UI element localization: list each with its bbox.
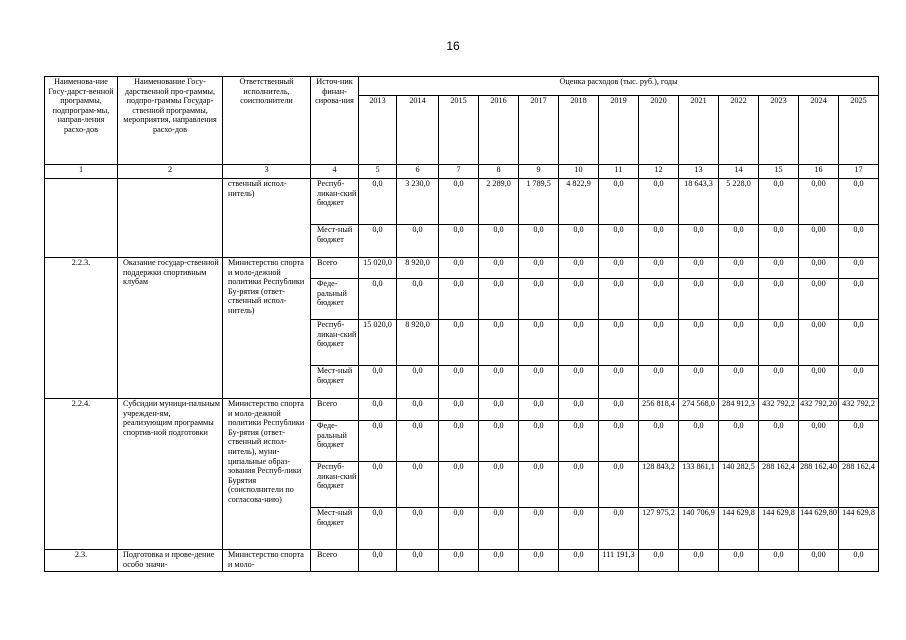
value-cell-2016: 0,0: [479, 366, 519, 399]
value-cell-2018: 0,0: [559, 279, 599, 320]
header-year-2021: 2021: [679, 96, 719, 165]
header-column-index: 15: [759, 165, 799, 179]
header-year-2013: 2013: [359, 96, 397, 165]
header-executor: Ответственный исполнитель, соисполнители: [223, 77, 311, 165]
header-column-index: 14: [719, 165, 759, 179]
value-cell-2021: 0,0: [679, 550, 719, 572]
value-cell-2020: 0,0: [639, 179, 679, 225]
table-row: [45, 550, 879, 572]
value-cell-2015: 0,0: [439, 179, 479, 225]
value-cell-2016: 0,0: [479, 320, 519, 366]
value-cell-2022: 0,0: [719, 366, 759, 399]
header-column-index: 3: [223, 165, 311, 179]
value-cell-2022: 0,0: [719, 279, 759, 320]
value-cell-2013: 15 020,0: [359, 320, 397, 366]
funding-source-cell: Респуб-ликан-ский бюджет: [311, 179, 359, 225]
value-cell-2023: 0,0: [759, 320, 799, 366]
value-cell-2015: 0,0: [439, 421, 479, 462]
header-year-2020: 2020: [639, 96, 679, 165]
value-cell-2022: 0,0: [719, 320, 759, 366]
value-cell-2018: 0,0: [559, 320, 599, 366]
value-cell-2016: 0,0: [479, 462, 519, 508]
value-cell-2024: 0,00: [799, 179, 839, 225]
value-cell-2020: 127 975,2: [639, 508, 679, 550]
row-activity-name: [118, 179, 223, 258]
value-cell-2013: 0,0: [359, 508, 397, 550]
funding-source-cell: Респуб-ликан-ский бюджет: [311, 462, 359, 508]
header-funding-source: Источ-ник финан-сирова-ния: [311, 77, 359, 165]
value-cell-2017: 0,0: [519, 320, 559, 366]
value-cell-2024: 0,00: [799, 320, 839, 366]
value-cell-2017: 1 789,5: [519, 179, 559, 225]
value-cell-2018: 0,0: [559, 258, 599, 279]
value-cell-2013: 0,0: [359, 179, 397, 225]
value-cell-2018: 0,0: [559, 462, 599, 508]
value-cell-2013: 0,0: [359, 550, 397, 572]
value-cell-2018: 0,0: [559, 225, 599, 258]
value-cell-2023: 0,0: [759, 225, 799, 258]
header-column-index: 1: [45, 165, 118, 179]
value-cell-2015: 0,0: [439, 550, 479, 572]
funding-source-cell: Феде-ральный бюджет: [311, 279, 359, 320]
value-cell-2014: 0,0: [397, 225, 439, 258]
value-cell-2013: 0,0: [359, 421, 397, 462]
header-activity-name: Наименование Госу-дарственной про-граммы, подпро-граммы Государ-ственной программы, мероприятия, направления расхо-дов: [118, 77, 223, 165]
value-cell-2013: 0,0: [359, 279, 397, 320]
value-cell-2024: 0,00: [799, 258, 839, 279]
value-cell-2014: 8 920,0: [397, 320, 439, 366]
funding-source-cell: Респуб-ликан-ский бюджет: [311, 320, 359, 366]
header-year-2023: 2023: [759, 96, 799, 165]
value-cell-2021: 274 568,0: [679, 399, 719, 421]
header-column-index: 2: [118, 165, 223, 179]
row-code: 2.3.: [45, 550, 118, 572]
value-cell-2024: 0,00: [799, 225, 839, 258]
value-cell-2022: 140 282,5: [719, 462, 759, 508]
value-cell-2013: 15 020,0: [359, 258, 397, 279]
row-code: 2.2.3.: [45, 258, 118, 399]
value-cell-2025: 0,0: [839, 421, 879, 462]
value-cell-2021: 18 643,3: [679, 179, 719, 225]
value-cell-2019: 111 191,3: [599, 550, 639, 572]
page-number: 16: [446, 39, 460, 53]
budget-table: [44, 76, 879, 572]
value-cell-2020: 0,0: [639, 279, 679, 320]
header-column-index: 7: [439, 165, 479, 179]
value-cell-2023: 144 629,8: [759, 508, 799, 550]
value-cell-2023: 0,0: [759, 366, 799, 399]
value-cell-2014: 0,0: [397, 366, 439, 399]
header-year-2022: 2022: [719, 96, 759, 165]
funding-source-cell: Мест-ный бюджет: [311, 225, 359, 258]
header-column-index: 8: [479, 165, 519, 179]
funding-source-cell: Всего: [311, 258, 359, 279]
value-cell-2014: 8 920,0: [397, 258, 439, 279]
value-cell-2024: 0,00: [799, 279, 839, 320]
value-cell-2023: 0,0: [759, 179, 799, 225]
funding-source-cell: Всего: [311, 550, 359, 572]
value-cell-2017: 0,0: [519, 462, 559, 508]
value-cell-2025: 0,0: [839, 225, 879, 258]
value-cell-2023: 288 162,4: [759, 462, 799, 508]
value-cell-2018: 0,0: [559, 508, 599, 550]
funding-source-cell: Всего: [311, 399, 359, 421]
header-year-2019: 2019: [599, 96, 639, 165]
value-cell-2025: 0,0: [839, 258, 879, 279]
value-cell-2016: 0,0: [479, 258, 519, 279]
value-cell-2018: 0,0: [559, 550, 599, 572]
header-column-index: 16: [799, 165, 839, 179]
header-year-2018: 2018: [559, 96, 599, 165]
value-cell-2021: 0,0: [679, 421, 719, 462]
value-cell-2017: 0,0: [519, 225, 559, 258]
header-year-2025: 2025: [839, 96, 879, 165]
value-cell-2014: 0,0: [397, 399, 439, 421]
header-year-2016: 2016: [479, 96, 519, 165]
value-cell-2025: 0,0: [839, 179, 879, 225]
value-cell-2019: 0,0: [599, 279, 639, 320]
row-activity-name: Оказание государ-ственной поддержки спортивным клубам: [118, 258, 223, 399]
value-cell-2015: 0,0: [439, 462, 479, 508]
value-cell-2022: 5 228,0: [719, 179, 759, 225]
value-cell-2022: 0,0: [719, 225, 759, 258]
funding-source-cell: Мест-ный бюджет: [311, 366, 359, 399]
value-cell-2016: 0,0: [479, 279, 519, 320]
value-cell-2020: 128 843,2: [639, 462, 679, 508]
value-cell-2015: 0,0: [439, 258, 479, 279]
table-row: [45, 179, 879, 225]
value-cell-2023: 0,0: [759, 258, 799, 279]
value-cell-2013: 0,0: [359, 462, 397, 508]
value-cell-2021: 133 861,1: [679, 462, 719, 508]
table-row: [45, 258, 879, 279]
value-cell-2015: 0,0: [439, 320, 479, 366]
value-cell-2023: 432 792,2: [759, 399, 799, 421]
header-column-index: 12: [639, 165, 679, 179]
value-cell-2014: 0,0: [397, 462, 439, 508]
header-program-name: Наименова-ние Госу-дарст-венной программы, подпрограм-мы, направ-ления расхо-дов: [45, 77, 118, 165]
value-cell-2017: 0,0: [519, 550, 559, 572]
value-cell-2015: 0,0: [439, 366, 479, 399]
value-cell-2023: 0,0: [759, 550, 799, 572]
value-cell-2023: 0,0: [759, 279, 799, 320]
value-cell-2019: 0,0: [599, 320, 639, 366]
header-column-index: 9: [519, 165, 559, 179]
value-cell-2025: 0,0: [839, 550, 879, 572]
value-cell-2024: 432 792,20: [799, 399, 839, 421]
value-cell-2025: 288 162,4: [839, 462, 879, 508]
value-cell-2025: 0,0: [839, 320, 879, 366]
value-cell-2021: 0,0: [679, 225, 719, 258]
value-cell-2018: 0,0: [559, 421, 599, 462]
header-column-index: 4: [311, 165, 359, 179]
header-column-index: 11: [599, 165, 639, 179]
value-cell-2013: 0,0: [359, 225, 397, 258]
value-cell-2015: 0,0: [439, 225, 479, 258]
value-cell-2024: 288 162,40: [799, 462, 839, 508]
value-cell-2014: 0,0: [397, 508, 439, 550]
header-year-2014: 2014: [397, 96, 439, 165]
header-column-index: 6: [397, 165, 439, 179]
row-code: 2.2.4.: [45, 399, 118, 550]
header-column-index: 17: [839, 165, 879, 179]
value-cell-2025: 0,0: [839, 279, 879, 320]
value-cell-2016: 0,0: [479, 399, 519, 421]
row-code: [45, 179, 118, 258]
value-cell-2024: 0,00: [799, 366, 839, 399]
value-cell-2021: 0,0: [679, 258, 719, 279]
value-cell-2021: 0,0: [679, 366, 719, 399]
value-cell-2015: 0,0: [439, 279, 479, 320]
value-cell-2023: 0,0: [759, 421, 799, 462]
value-cell-2019: 0,0: [599, 179, 639, 225]
value-cell-2022: 0,0: [719, 421, 759, 462]
row-activity-name: Подготовка и прове-дение особо значи-: [118, 550, 223, 572]
value-cell-2022: 144 629,8: [719, 508, 759, 550]
row-executor: Министерство спорта и моло-: [223, 550, 311, 572]
value-cell-2019: 0,0: [599, 366, 639, 399]
value-cell-2015: 0,0: [439, 399, 479, 421]
value-cell-2020: 0,0: [639, 320, 679, 366]
value-cell-2014: 0,0: [397, 550, 439, 572]
header-row: [45, 77, 879, 96]
value-cell-2021: 0,0: [679, 279, 719, 320]
header-year-2015: 2015: [439, 96, 479, 165]
value-cell-2020: 0,0: [639, 421, 679, 462]
value-cell-2020: 0,0: [639, 366, 679, 399]
value-cell-2013: 0,0: [359, 366, 397, 399]
value-cell-2017: 0,0: [519, 366, 559, 399]
value-cell-2018: 0,0: [559, 366, 599, 399]
value-cell-2021: 0,0: [679, 320, 719, 366]
value-cell-2017: 0,0: [519, 258, 559, 279]
header-column-index: 13: [679, 165, 719, 179]
value-cell-2018: 0,0: [559, 399, 599, 421]
value-cell-2017: 0,0: [519, 421, 559, 462]
value-cell-2014: 0,0: [397, 421, 439, 462]
value-cell-2019: 0,0: [599, 462, 639, 508]
header-column-index: 5: [359, 165, 397, 179]
header-expense-estimate: Оценка расходов (тыс. руб.), годы: [359, 77, 879, 96]
header-index-row: [45, 165, 879, 179]
value-cell-2016: 0,0: [479, 225, 519, 258]
value-cell-2022: 284 912,3: [719, 399, 759, 421]
value-cell-2020: 0,0: [639, 258, 679, 279]
value-cell-2015: 0,0: [439, 508, 479, 550]
value-cell-2013: 0,0: [359, 399, 397, 421]
value-cell-2025: 0,0: [839, 366, 879, 399]
row-executor: Министерство спорта и моло-дежной политики Республики Бу-рятия (ответ-ственный испол-нитель), муни-ципальные образ-зования Респуб-лики Бурятия (соисполнители по согласова-нию): [223, 399, 311, 550]
value-cell-2017: 0,0: [519, 399, 559, 421]
value-cell-2014: 3 230,0: [397, 179, 439, 225]
value-cell-2016: 0,0: [479, 550, 519, 572]
value-cell-2021: 140 706,9: [679, 508, 719, 550]
value-cell-2020: 0,0: [639, 225, 679, 258]
value-cell-2016: 2 289,0: [479, 179, 519, 225]
value-cell-2020: 256 818,4: [639, 399, 679, 421]
value-cell-2022: 0,0: [719, 550, 759, 572]
funding-source-cell: Мест-ный бюджет: [311, 508, 359, 550]
row-executor: Министерство спорта и моло-дежной политики Республики Бу-рятия (ответ-ственный испол-нитель): [223, 258, 311, 399]
header-year-2024: 2024: [799, 96, 839, 165]
row-executor: ственный испол-нитель): [223, 179, 311, 258]
value-cell-2024: 0,00: [799, 421, 839, 462]
value-cell-2017: 0,0: [519, 508, 559, 550]
value-cell-2025: 144 629,8: [839, 508, 879, 550]
table-row: [45, 399, 879, 421]
header-column-index: 10: [559, 165, 599, 179]
row-activity-name: Субсидии муници-пальным учрежден-ям, реализующим программы спортив-ной подготовки: [118, 399, 223, 550]
value-cell-2020: 0,0: [639, 550, 679, 572]
value-cell-2019: 0,0: [599, 421, 639, 462]
value-cell-2019: 0,0: [599, 225, 639, 258]
value-cell-2019: 0,0: [599, 399, 639, 421]
funding-source-cell: Феде-ральный бюджет: [311, 421, 359, 462]
value-cell-2016: 0,0: [479, 508, 519, 550]
value-cell-2017: 0,0: [519, 279, 559, 320]
value-cell-2014: 0,0: [397, 279, 439, 320]
value-cell-2019: 0,0: [599, 508, 639, 550]
value-cell-2016: 0,0: [479, 421, 519, 462]
value-cell-2022: 0,0: [719, 258, 759, 279]
value-cell-2025: 432 792,2: [839, 399, 879, 421]
value-cell-2024: 144 629,80: [799, 508, 839, 550]
value-cell-2024: 0,00: [799, 550, 839, 572]
value-cell-2019: 0,0: [599, 258, 639, 279]
value-cell-2018: 4 822,9: [559, 179, 599, 225]
header-year-2017: 2017: [519, 96, 559, 165]
